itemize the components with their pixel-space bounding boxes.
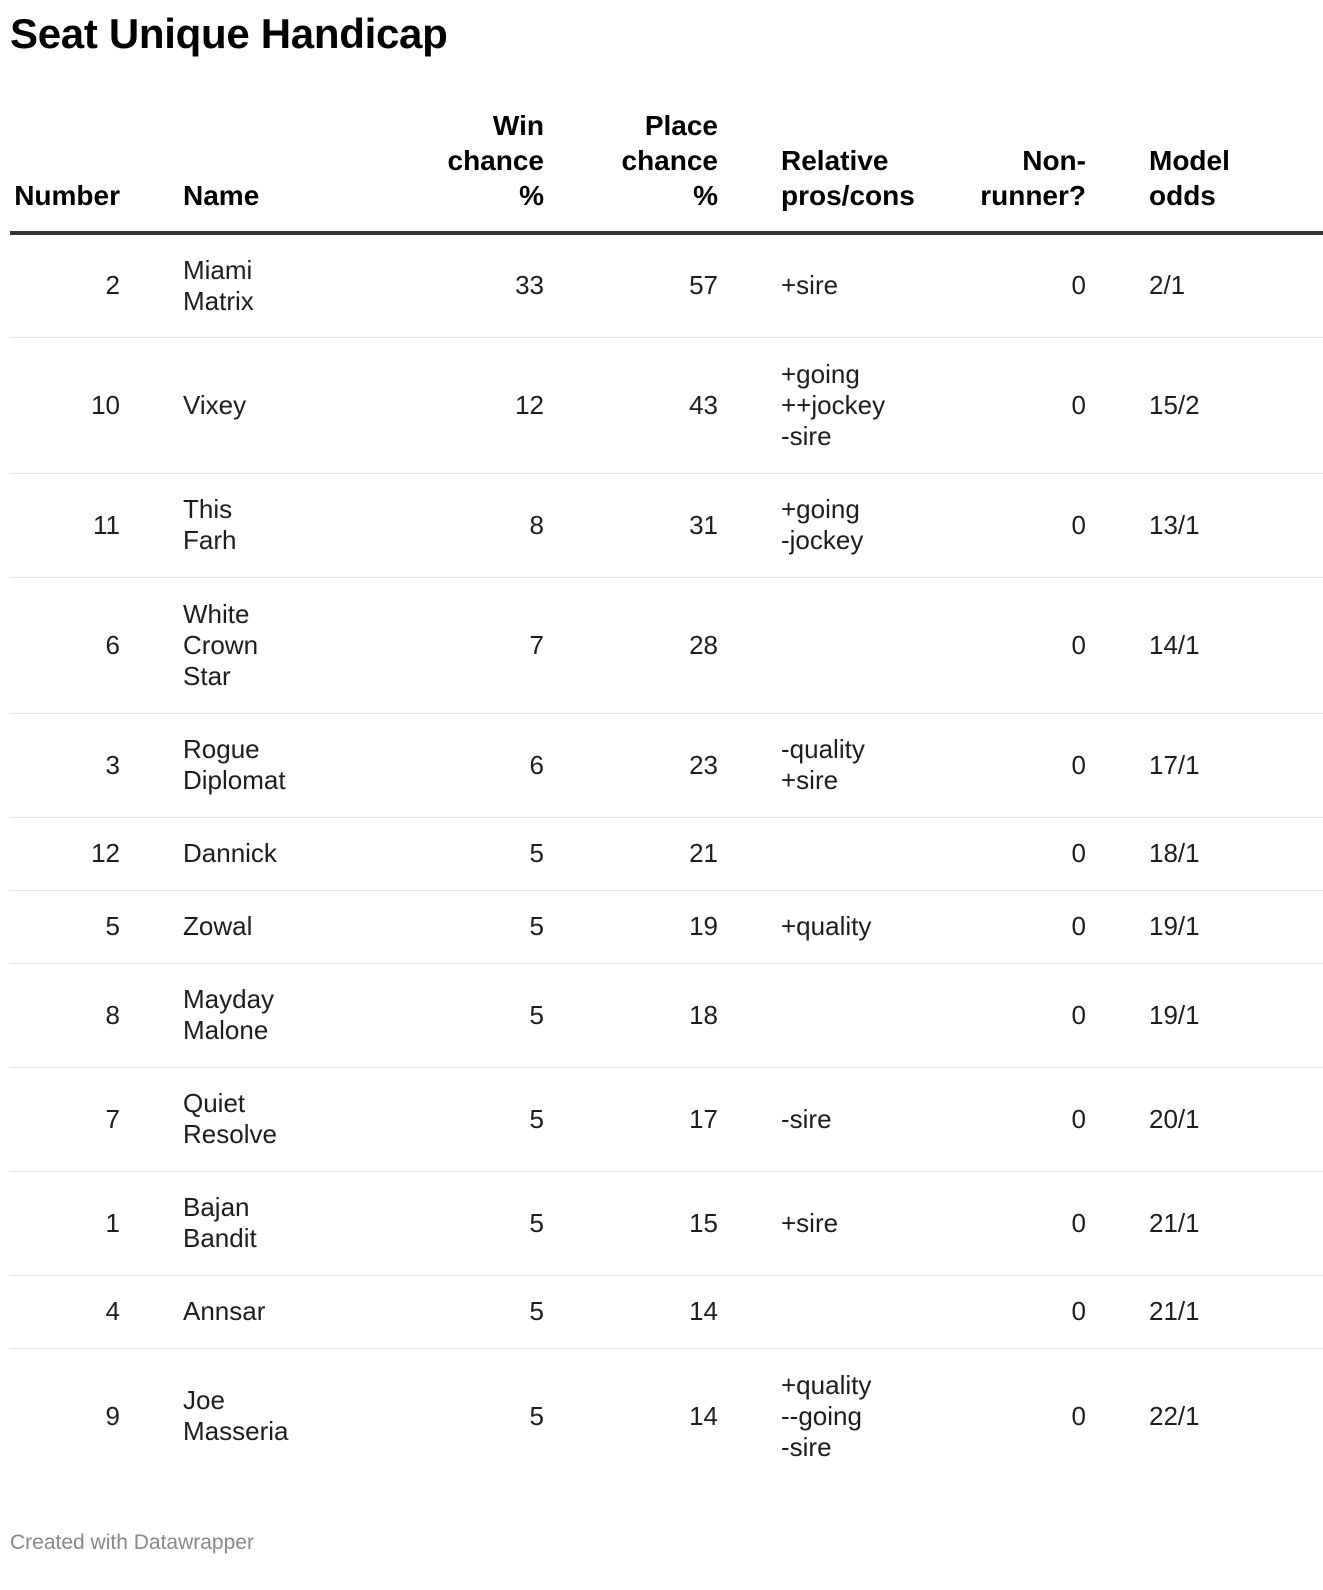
cell-place-value: 14	[689, 1400, 718, 1431]
cell-rel-value: +quality	[781, 911, 872, 941]
cell-place	[544, 1348, 718, 1484]
cell-odds	[1086, 817, 1323, 890]
cell-nr	[961, 713, 1086, 817]
cell-number-value: 5	[105, 911, 120, 941]
table-header	[10, 108, 1323, 233]
cell-odds	[1086, 1275, 1323, 1348]
cell-rel	[718, 1275, 961, 1348]
cell-odds-value: 20/1	[1149, 1103, 1200, 1134]
cell-name-value: Quiet Resolve	[183, 1088, 277, 1149]
cell-place	[544, 473, 718, 577]
cell-place	[544, 233, 718, 337]
cell-rel	[718, 233, 961, 337]
cell-number-value: 8	[105, 999, 120, 1030]
cell-win-value: 5	[529, 911, 544, 941]
column-header-label: Place chance %	[621, 110, 718, 211]
cell-nr	[961, 817, 1086, 890]
cell-rel-value: -quality +sire	[781, 734, 865, 795]
cell-rel-value: +quality --going -sire	[781, 1369, 872, 1462]
cell-win	[357, 890, 544, 963]
cell-number	[10, 713, 120, 817]
cell-win-value: 7	[529, 629, 544, 660]
cell-name	[120, 890, 357, 963]
cell-name-value: Annsar	[183, 1296, 266, 1326]
cell-name	[120, 1348, 357, 1484]
cell-rel-value: +going -jockey	[781, 494, 864, 555]
cell-number-value: 10	[91, 389, 120, 420]
cell-place-value: 19	[689, 911, 718, 941]
cell-number	[10, 577, 120, 713]
cell-name	[120, 817, 357, 890]
cell-place	[544, 337, 718, 473]
cell-nr-value: 0	[1071, 270, 1086, 301]
cell-nr-value: 0	[1071, 749, 1086, 780]
cell-number	[10, 817, 120, 890]
cell-win	[357, 1275, 544, 1348]
cell-number-value: 12	[91, 838, 120, 868]
cell-win-value: 5	[529, 1400, 544, 1431]
cell-name-value: White Crown Star	[183, 598, 259, 691]
cell-place-value: 18	[689, 999, 718, 1030]
cell-place	[544, 577, 718, 713]
column-header-win	[357, 108, 544, 233]
cell-place	[544, 1171, 718, 1275]
cell-rel-value: -sire	[781, 1103, 832, 1134]
cell-name	[120, 337, 357, 473]
cell-win-value: 8	[529, 509, 544, 540]
cell-nr	[961, 337, 1086, 473]
cell-rel	[718, 577, 961, 713]
column-header-label: Model odds	[1149, 145, 1230, 211]
cell-name-value: Zowal	[183, 911, 253, 941]
cell-name-value: Joe Masseria	[183, 1385, 289, 1447]
cell-name-value: Mayday Malone	[183, 984, 275, 1045]
cell-name	[120, 1171, 357, 1275]
header-row	[10, 108, 1323, 233]
column-header-label: Win chance %	[447, 110, 544, 211]
cell-odds	[1086, 337, 1323, 473]
cell-rel	[718, 1171, 961, 1275]
chart-title: Seat Unique Handicap	[10, 10, 448, 57]
table-row	[10, 1275, 1323, 1348]
cell-place-value: 17	[689, 1103, 718, 1134]
cell-place-value: 28	[689, 629, 718, 660]
cell-win	[357, 473, 544, 577]
cell-name	[120, 963, 357, 1067]
cell-nr	[961, 473, 1086, 577]
cell-place-value: 21	[689, 838, 718, 868]
column-header-nr	[961, 108, 1086, 233]
cell-win	[357, 337, 544, 473]
column-header-label: Relative pros/cons	[781, 145, 915, 211]
cell-number-value: 2	[105, 270, 120, 301]
cell-odds-value: 13/1	[1149, 509, 1200, 540]
cell-rel	[718, 713, 961, 817]
cell-nr	[961, 1171, 1086, 1275]
cell-nr	[961, 1275, 1086, 1348]
cell-name-value: Dannick	[183, 838, 277, 868]
cell-nr	[961, 963, 1086, 1067]
cell-win-value: 6	[529, 749, 544, 780]
table-row	[10, 233, 1323, 337]
cell-place-value: 15	[689, 1207, 718, 1238]
cell-number-value: 11	[93, 509, 120, 540]
cell-number-value: 6	[105, 629, 120, 660]
cell-nr-value: 0	[1071, 1400, 1086, 1431]
cell-rel	[718, 817, 961, 890]
cell-name-value: Miami Matrix	[183, 254, 254, 316]
cell-number-value: 1	[105, 1207, 120, 1238]
cell-odds-value: 2/1	[1149, 270, 1186, 301]
cell-number	[10, 890, 120, 963]
cell-win-value: 33	[515, 270, 544, 301]
cell-place	[544, 713, 718, 817]
cell-win	[357, 713, 544, 817]
cell-odds	[1086, 1067, 1323, 1171]
cell-nr-value: 0	[1071, 999, 1086, 1030]
cell-odds-value: 18/1	[1149, 838, 1200, 868]
cell-win	[357, 1171, 544, 1275]
cell-nr	[961, 577, 1086, 713]
cell-number-value: 3	[105, 749, 120, 780]
cell-number	[10, 473, 120, 577]
cell-place	[544, 890, 718, 963]
cell-rel	[718, 473, 961, 577]
cell-place	[544, 817, 718, 890]
cell-nr-value: 0	[1071, 1296, 1086, 1326]
cell-name	[120, 233, 357, 337]
cell-win-value: 5	[529, 1103, 544, 1134]
cell-odds-value: 21/1	[1149, 1296, 1200, 1326]
cell-name-value: Rogue Diplomat	[183, 734, 286, 795]
cell-place-value: 57	[689, 270, 718, 301]
cell-odds-value: 19/1	[1149, 911, 1200, 941]
cell-odds	[1086, 473, 1323, 577]
results-table-container	[10, 108, 1230, 1484]
cell-nr-value: 0	[1071, 509, 1086, 540]
cell-nr-value: 0	[1071, 911, 1086, 941]
cell-win	[357, 233, 544, 337]
cell-number	[10, 233, 120, 337]
cell-nr-value: 0	[1071, 1103, 1086, 1134]
cell-nr	[961, 1348, 1086, 1484]
cell-place-value: 43	[689, 389, 718, 420]
cell-name	[120, 1067, 357, 1171]
cell-win-value: 5	[529, 1296, 544, 1326]
column-header-odds	[1086, 108, 1323, 233]
cell-number-value: 7	[105, 1103, 120, 1134]
table-row	[10, 337, 1323, 473]
cell-number	[10, 337, 120, 473]
cell-win	[357, 1067, 544, 1171]
cell-win-value: 5	[529, 1207, 544, 1238]
table-row	[10, 817, 1323, 890]
cell-rel	[718, 337, 961, 473]
cell-number	[10, 1348, 120, 1484]
cell-name-value: Vixey	[183, 389, 247, 420]
table-body	[10, 233, 1323, 1484]
cell-nr	[961, 233, 1086, 337]
table-row	[10, 1171, 1323, 1275]
cell-rel	[718, 963, 961, 1067]
cell-win	[357, 1348, 544, 1484]
cell-rel	[718, 1067, 961, 1171]
cell-odds-value: 22/1	[1149, 1400, 1200, 1431]
cell-nr-value: 0	[1071, 1207, 1086, 1238]
column-header-number	[10, 108, 120, 233]
table-row	[10, 713, 1323, 817]
cell-odds-value: 19/1	[1149, 999, 1200, 1030]
credit-footer: Created with Datawrapper	[10, 1531, 254, 1554]
cell-win-value: 5	[529, 838, 544, 868]
cell-name	[120, 713, 357, 817]
cell-odds-value: 14/1	[1149, 629, 1200, 660]
cell-win	[357, 577, 544, 713]
cell-place-value: 31	[689, 509, 718, 540]
cell-odds	[1086, 713, 1323, 817]
cell-odds	[1086, 963, 1323, 1067]
cell-rel-value: +sire	[781, 270, 839, 301]
cell-nr	[961, 1067, 1086, 1171]
cell-number-value: 4	[105, 1296, 120, 1326]
cell-rel-value: +going ++jockey -sire	[781, 358, 886, 451]
cell-win-value: 5	[529, 999, 544, 1030]
cell-place	[544, 1067, 718, 1171]
cell-name-value: This Farh	[183, 494, 237, 555]
cell-odds	[1086, 577, 1323, 713]
cell-place-value: 23	[689, 749, 718, 780]
cell-place	[544, 1275, 718, 1348]
cell-number	[10, 1067, 120, 1171]
cell-odds-value: 15/2	[1149, 389, 1200, 420]
cell-nr-value: 0	[1071, 389, 1086, 420]
table-row	[10, 577, 1323, 713]
cell-number	[10, 1171, 120, 1275]
cell-nr	[961, 890, 1086, 963]
cell-number-value: 9	[105, 1400, 120, 1431]
cell-rel	[718, 1348, 961, 1484]
cell-nr-value: 0	[1071, 629, 1086, 660]
table-row	[10, 1348, 1323, 1484]
cell-odds	[1086, 890, 1323, 963]
cell-place-value: 14	[689, 1296, 718, 1326]
cell-number	[10, 963, 120, 1067]
cell-rel-value: +sire	[781, 1207, 839, 1238]
cell-name	[120, 577, 357, 713]
cell-odds	[1086, 1348, 1323, 1484]
cell-place	[544, 963, 718, 1067]
results-table	[10, 108, 1323, 1484]
cell-odds-value: 17/1	[1149, 749, 1200, 780]
column-header-label: Number	[14, 180, 120, 211]
cell-name-value: Bajan Bandit	[183, 1192, 257, 1253]
cell-name	[120, 1275, 357, 1348]
cell-win	[357, 817, 544, 890]
cell-odds-value: 21/1	[1149, 1207, 1200, 1238]
table-row	[10, 1067, 1323, 1171]
cell-name	[120, 473, 357, 577]
table-row	[10, 473, 1323, 577]
column-header-label: Non- runner?	[980, 145, 1086, 211]
cell-win-value: 12	[515, 389, 544, 420]
cell-odds	[1086, 1171, 1323, 1275]
cell-win	[357, 963, 544, 1067]
column-header-rel	[718, 108, 961, 233]
cell-odds	[1086, 233, 1323, 337]
column-header-place	[544, 108, 718, 233]
table-row	[10, 890, 1323, 963]
cell-nr-value: 0	[1071, 838, 1086, 868]
column-header-label: Name	[183, 180, 260, 211]
cell-number	[10, 1275, 120, 1348]
cell-rel	[718, 890, 961, 963]
table-row	[10, 963, 1323, 1067]
column-header-name	[120, 108, 357, 233]
